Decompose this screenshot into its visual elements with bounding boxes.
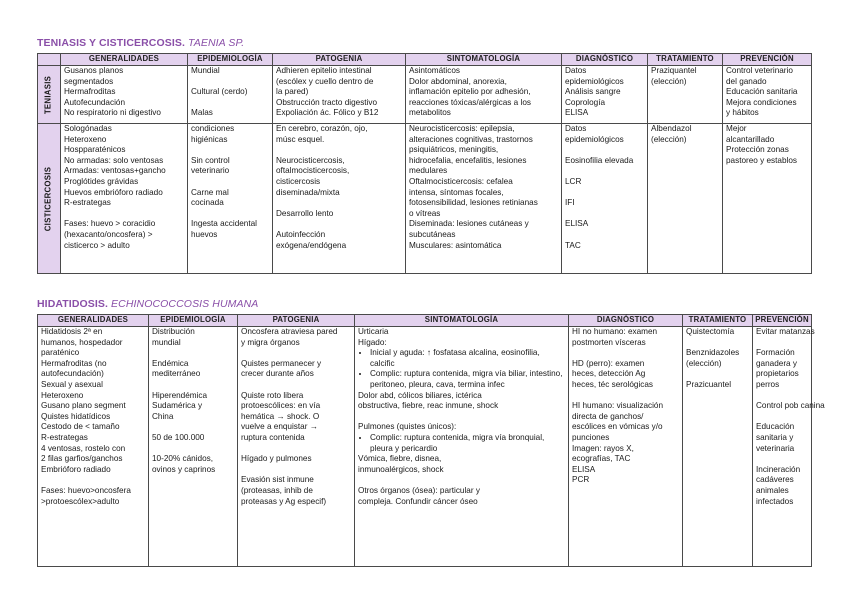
text-line: Carne mal <box>191 187 229 197</box>
text-line: Evitar matanzas <box>756 327 815 336</box>
text-line: psiquiátricos, meningitis, <box>409 145 499 155</box>
text-line: humanos, hospedador <box>41 337 123 347</box>
text-line: Musculares: asintomática <box>409 240 502 250</box>
text-line: compleja. Confundir cáncer óseo <box>358 496 478 506</box>
text-line: 4 ventosas, rostelo con <box>41 443 126 453</box>
text-line: Incineración <box>756 464 801 474</box>
cell-sintomatologia <box>355 327 569 567</box>
text-line <box>191 177 269 188</box>
text-line: epidemiológicos <box>565 76 624 86</box>
cell-patogenia <box>238 327 355 567</box>
text-line: Control veterinario <box>726 66 793 75</box>
text-line: perros <box>756 379 780 389</box>
text-line: Sin control <box>191 155 230 165</box>
text-line: intensa, síntomas focales, <box>409 187 504 197</box>
text-line <box>565 230 644 241</box>
text-line: metabolitos <box>409 108 451 118</box>
text-line: No armadas: solo ventosas <box>64 155 164 165</box>
teniasis-row <box>38 66 812 124</box>
cell-epidemiologia <box>188 66 273 124</box>
text-line <box>41 475 145 486</box>
text-line <box>756 412 808 423</box>
text-line: Educación <box>756 422 795 432</box>
text-line: y migra órganos <box>241 337 300 347</box>
text-line: China <box>152 411 174 421</box>
text-line <box>152 348 234 359</box>
text-line: huevos <box>191 229 218 239</box>
text-line: hidrocefalia, encefalitis, lesiones <box>409 155 527 165</box>
text-line: ELISA <box>565 108 589 118</box>
text-line: Ingesta accidental <box>191 219 257 229</box>
text-line: Diseminada: lesiones cutáneas y <box>409 219 529 229</box>
cell-diagnostico <box>562 124 648 274</box>
header-prevencion: PREVENCIÓN <box>723 54 812 66</box>
text-line: medulares <box>409 166 448 176</box>
text-line: fotosensibilidad, lesiones retinianas <box>409 198 538 208</box>
header-sintomatologia: SINTOMATOLOGÍA <box>406 54 562 66</box>
text-line: Endémica <box>152 358 189 368</box>
text-line: HI humano: visualización <box>572 401 664 411</box>
hidatidosis-title: HIDATIDOSIS. <box>37 298 109 310</box>
text-line: No respiratorio ni digestivo <box>64 108 161 118</box>
text-line: HD (perro): examen <box>572 358 645 368</box>
bullet-item: • Complic: ruptura contenida, migra vía bronquial, pleura y pericardio <box>370 433 565 454</box>
header-diagnostico: DIAGNÓSTICO <box>562 54 648 66</box>
bullet-item: • Inicial y aguda: ↑ fosfatasa alcalina, eosinofilia, calcific <box>370 348 565 369</box>
teniasis-section-title <box>37 37 244 49</box>
text-line <box>241 348 351 359</box>
header-diagnostico: DIAGNÓSTICO <box>569 315 683 327</box>
text-line: 2 filas garfios/ganchos <box>41 454 123 464</box>
text-line <box>756 454 808 465</box>
text-line: (elección) <box>686 358 722 368</box>
cell-tratamiento <box>648 124 723 274</box>
cell-sintomatologia <box>406 124 562 274</box>
text-line: autofecundación) <box>41 369 104 379</box>
text-line <box>686 338 749 349</box>
text-line: Fases: huevo > coracidio <box>64 219 156 229</box>
text-line: Hermafroditas <box>64 87 116 97</box>
text-line: Sexual y asexual <box>41 379 103 389</box>
text-line: directa de ganchos/ <box>572 411 644 421</box>
text-line: Quistes hidatídicos <box>41 411 111 421</box>
text-line <box>565 188 644 199</box>
text-line: Autofecundación <box>64 97 125 107</box>
text-line: la pared) <box>276 87 309 97</box>
text-line: cisticercosis <box>276 176 321 186</box>
text-line: Hospparaténicos <box>64 145 126 155</box>
hidatidosis-header-row <box>38 315 812 327</box>
text-line: Huevos embrióforo radiado <box>64 187 163 197</box>
header-tratamiento: TRATAMIENTO <box>648 54 723 66</box>
header-epidemiologia: EPIDEMIOLOGÍA <box>149 315 238 327</box>
text-line: ganadera y <box>756 358 797 368</box>
text-line: Heteroxeno <box>64 134 107 144</box>
text-line: (escólex y cuello dentro de <box>276 76 374 86</box>
text-line: condiciones <box>191 124 235 133</box>
text-line: Prazicuantel <box>686 379 732 389</box>
text-line: pastoreo y establos <box>726 155 798 165</box>
text-line: Protección zonas <box>726 145 789 155</box>
cell-patogenia <box>273 66 406 124</box>
text-line: ovinos y caprinos <box>152 464 216 474</box>
text-line: Praziquantel <box>651 66 697 75</box>
teniasis-title: TENIASIS Y CISTICERCOSIS. <box>37 37 185 49</box>
cisticercosis-row <box>38 124 812 274</box>
text-line: Eosinofilia elevada <box>565 155 634 165</box>
text-line: (elección) <box>651 76 687 86</box>
text-line: Hígado y pulmones <box>241 454 312 464</box>
text-line: Formación <box>756 348 795 358</box>
text-line: Cultural (cerdo) <box>191 87 248 97</box>
text-line: del ganado <box>726 76 767 86</box>
text-line: (hexacanto/oncosfera) > <box>64 229 153 239</box>
hidatidosis-subtitle: ECHINOCOCCOSIS HUMANA <box>111 298 259 310</box>
text-line: animales <box>756 485 789 495</box>
text-line: Asintomáticos <box>409 66 460 75</box>
text-line: infectados <box>756 496 794 506</box>
teniasis-subtitle: TAENIA SP. <box>188 37 245 49</box>
text-line: Hiperendémica <box>152 390 208 400</box>
cell-patogenia <box>273 124 406 274</box>
bullet-item: • Complic: ruptura contenida, migra vía biliar, intestino, peritoneo, pleura, cava, termina infec <box>370 369 565 390</box>
text-line: Embrióforo radiado <box>41 464 111 474</box>
text-line: escólices en vómicas y/o <box>572 422 663 432</box>
text-line: proteasas y Ag especif) <box>241 496 327 506</box>
text-line: cocinada <box>191 198 224 208</box>
text-line: alteraciones cognitivas, trastornos <box>409 134 533 144</box>
row-label-cisticercosis: CISTICERCOSIS <box>38 124 61 274</box>
header-tratamiento: TRATAMIENTO <box>683 315 753 327</box>
text-line: inmunoalérgicos, shock <box>358 464 444 474</box>
text-line <box>152 380 234 391</box>
text-line: heces, detección Ag <box>572 369 646 379</box>
text-line: HI no humano: examen <box>572 327 658 336</box>
text-line: 10-20% cánidos, <box>152 454 213 464</box>
cell-prevencion <box>723 124 812 274</box>
text-line: Expoliación ác. Fólico y B12 <box>276 108 379 118</box>
text-line <box>572 391 679 402</box>
text-line <box>358 475 565 486</box>
text-line: músc esquel. <box>276 134 325 144</box>
pulmon-after <box>358 454 565 507</box>
text-line <box>152 444 234 455</box>
text-line: Albendazol <box>651 124 692 133</box>
text-line: Vómica, fiebre, disnea, <box>358 454 442 464</box>
text-line: Cestodo de < tamaño <box>41 422 120 432</box>
teniasis-table <box>37 53 812 274</box>
cell-generalidades <box>61 66 188 124</box>
text-line: Autoinfección <box>276 229 326 239</box>
text-line: Dolor abd, cólicos biliares, ictérica <box>358 390 482 400</box>
text-line: obstructiva, fiebre, reac inmune, shock <box>358 401 499 411</box>
cell-diagnostico <box>562 66 648 124</box>
text-line: Urticaria <box>358 327 389 336</box>
text-line: Quistectomía <box>686 327 735 336</box>
cell-epidemiologia <box>149 327 238 567</box>
text-line: Mejor <box>726 124 747 133</box>
text-line <box>152 422 234 433</box>
text-line: Distribución <box>152 327 195 336</box>
text-line <box>686 369 749 380</box>
text-line: hemática → shock. O <box>241 411 320 421</box>
text-line: Datos <box>565 66 587 75</box>
text-line: Quistes permanecer y <box>241 358 322 368</box>
text-line: Gusanos planos <box>64 66 124 75</box>
cell-generalidades <box>61 124 188 274</box>
text-line: Hidatidosis 2ª en <box>41 327 103 336</box>
sintomatologia-intro <box>358 327 565 348</box>
text-line <box>241 444 351 455</box>
text-line <box>565 209 644 220</box>
cell-epidemiologia <box>188 124 273 274</box>
text-line: Control pob canina <box>756 401 825 411</box>
text-line: Malas <box>191 108 213 118</box>
text-line: En cerebro, corazón, ojo, <box>276 124 368 133</box>
text-line: subcutáneas <box>409 229 456 239</box>
text-line: Neurocisticercosis, <box>276 155 345 165</box>
text-line: LCR <box>565 176 582 186</box>
text-line: Coprología <box>565 97 606 107</box>
text-line: heces, téc serológicas <box>572 379 654 389</box>
text-line: cadáveres <box>756 475 794 485</box>
text-line <box>358 412 565 423</box>
header-patogenia: PATOGENIA <box>273 54 406 66</box>
cell-tratamiento <box>648 66 723 124</box>
text-line: Desarrollo lento <box>276 208 334 218</box>
row-label-teniasis: TENIASIS <box>38 66 61 124</box>
text-line: ruptura contenida <box>241 432 305 442</box>
text-line: epidemiológicos <box>565 134 624 144</box>
text-line: veterinaria <box>756 443 795 453</box>
text-line <box>565 145 644 156</box>
text-line: vuelve a enquistar → <box>241 422 318 432</box>
text-line: alcantarillado <box>726 134 775 144</box>
text-line: Pulmones (quistes únicos): <box>358 422 457 432</box>
header-generalidades: GENERALIDADES <box>38 315 149 327</box>
text-line: Quiste roto libera <box>241 390 304 400</box>
text-line: Sudamérica y <box>152 401 203 411</box>
text-line: veterinario <box>191 166 230 176</box>
hidatidosis-section-title <box>37 298 258 310</box>
text-line: protoescólices: en vía <box>241 401 321 411</box>
text-line: oftalmocisticercosis, <box>276 166 350 176</box>
text-line <box>64 209 184 220</box>
text-line: paraténico <box>41 348 80 358</box>
header-epidemiologia: EPIDEMIOLOGÍA <box>188 54 273 66</box>
text-line <box>191 145 269 156</box>
text-line <box>276 145 402 156</box>
text-line: diseminada/mixta <box>276 187 340 197</box>
text-line: y hábitos <box>726 108 759 118</box>
text-line: ELISA <box>572 464 596 474</box>
text-line: cisticerco > adulto <box>64 240 130 250</box>
header-generalidades: GENERALIDADES <box>61 54 188 66</box>
text-line: segmentados <box>64 76 114 86</box>
text-line: crecer durante años <box>241 369 314 379</box>
text-line: Adhieren epitelio intestinal <box>276 66 372 75</box>
text-line: Benznidazoles <box>686 348 740 358</box>
cell-tratamiento <box>683 327 753 567</box>
text-line: propietarios <box>756 369 799 379</box>
text-line: IFI <box>565 198 575 208</box>
text-line: exógena/endógena <box>276 240 347 250</box>
cell-sintomatologia <box>406 66 562 124</box>
text-line: higiénicas <box>191 134 228 144</box>
higado-bullet-list <box>358 348 565 390</box>
text-line: mediterráneo <box>152 369 201 379</box>
header-patogenia: PATOGENIA <box>238 315 355 327</box>
text-line <box>191 98 269 109</box>
text-line: Gusano plano segment <box>41 401 126 411</box>
text-line: 50 de 100.000 <box>152 432 205 442</box>
text-line: Imagen: rayos X, <box>572 443 634 453</box>
header-corner <box>38 54 61 66</box>
text-line: Hígado: <box>358 337 387 347</box>
text-line <box>241 380 351 391</box>
text-line: inflamación epitelio por adhesión, <box>409 87 531 97</box>
text-line: Heteroxeno <box>41 390 84 400</box>
text-line: Evasión sist inmune <box>241 475 314 485</box>
text-line: Mundial <box>191 66 220 75</box>
header-prevencion: PREVENCIÓN <box>753 315 812 327</box>
hidatidosis-table <box>37 314 825 567</box>
text-line: Mejora condiciones <box>726 97 797 107</box>
hidatidosis-row <box>38 327 812 567</box>
text-line: Datos <box>565 124 587 133</box>
text-line: ecografías, TAC <box>572 454 631 464</box>
cell-prevencion <box>723 66 812 124</box>
text-line: Otros órganos (ósea): particular y <box>358 485 480 495</box>
text-line <box>756 338 808 349</box>
text-line <box>565 166 644 177</box>
header-sintomatologia: SINTOMATOLOGÍA <box>355 315 569 327</box>
cell-generalidades <box>38 327 149 567</box>
text-line: o vítreas <box>409 208 441 218</box>
text-line <box>241 465 351 476</box>
text-line: Proglótides grávidas <box>64 176 139 186</box>
text-line: (elección) <box>651 134 687 144</box>
text-line <box>276 219 402 230</box>
text-line <box>191 209 269 220</box>
text-line: Hermafroditas (no <box>41 358 107 368</box>
text-line: >protoescólex>adulto <box>41 496 120 506</box>
text-line: mundial <box>152 337 181 347</box>
text-line: punciones <box>572 432 610 442</box>
text-line: Armadas: ventosas+gancho <box>64 166 166 176</box>
text-line: (proteasas, inhib de <box>241 485 313 495</box>
cell-prevencion <box>753 327 825 567</box>
text-line: ELISA <box>565 219 589 229</box>
text-line: Fases: huevo>oncosfera <box>41 485 131 495</box>
text-line: sanitaria y <box>756 432 794 442</box>
text-line <box>756 391 808 402</box>
text-line: Oncosfera atraviesa pared <box>241 327 338 336</box>
text-line: Dolor abdominal, anorexia, <box>409 76 507 86</box>
text-line: Obstrucción tracto digestivo <box>276 97 378 107</box>
text-line: Análisis sangre <box>565 87 621 97</box>
text-line: R-estrategas <box>64 198 111 208</box>
teniasis-header-row <box>38 54 812 66</box>
cell-diagnostico <box>569 327 683 567</box>
text-line <box>276 198 402 209</box>
text-line: PCR <box>572 475 590 485</box>
higado-after <box>358 391 565 433</box>
text-line: Oftalmocisticercosis: cefalea <box>409 176 513 186</box>
text-line: R-estrategas <box>41 432 88 442</box>
text-line: Educación sanitaria <box>726 87 798 97</box>
text-line: Sologónadas <box>64 124 112 133</box>
text-line: reacciones tóxicas/alérgicas a los <box>409 97 531 107</box>
text-line <box>572 348 679 359</box>
text-line: postmorten vísceras <box>572 337 646 347</box>
text-line <box>191 77 269 88</box>
text-line: Neurocisticercosis: epilepsia, <box>409 124 515 133</box>
pulmon-bullet-list <box>358 433 565 454</box>
text-line: TAC <box>565 240 581 250</box>
